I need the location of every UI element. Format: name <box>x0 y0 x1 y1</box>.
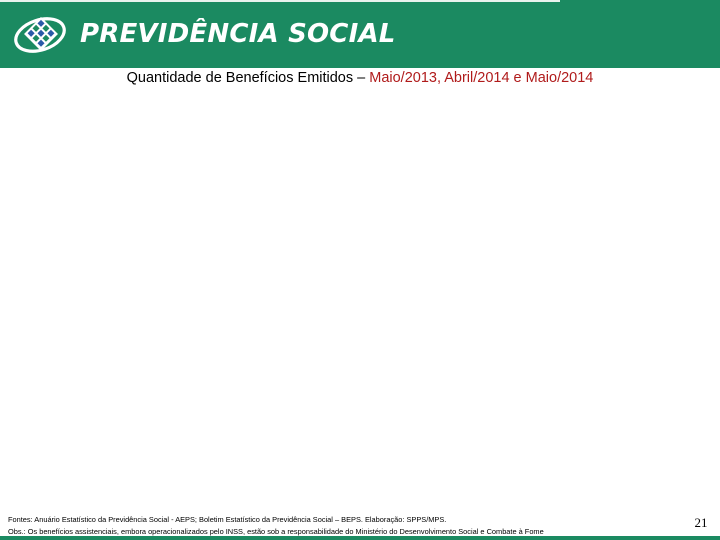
footer-note: Obs.: Os benefícios assistenciais, embora operacionalizados pelo INSS, estão sob a responsabilidade do Ministério do Desenvolvimento Social e Combate à Fome <box>8 527 544 536</box>
bottom-bar <box>0 536 720 540</box>
page-number: 21 <box>694 515 708 530</box>
brand-title: PREVIDÊNCIA SOCIAL <box>80 19 396 49</box>
slide-title <box>0 68 720 88</box>
header-topline <box>0 0 560 2</box>
slide-title-dates: Maio/2013, Abril/2014 e Maio/2014 <box>369 70 594 86</box>
footer-notes <box>8 514 678 538</box>
header-banner <box>0 0 720 68</box>
previdencia-social-emblem-icon <box>12 14 70 54</box>
slide-title-main: Quantidade de Benefícios Emitidos – <box>126 70 370 86</box>
footer-sources: Fontes: Anuário Estatístico da Previdência Social - AEPS; Boletim Estatístico da Previdência Social – BEPS. Elaboração: SPPS/MPS. <box>8 515 447 524</box>
